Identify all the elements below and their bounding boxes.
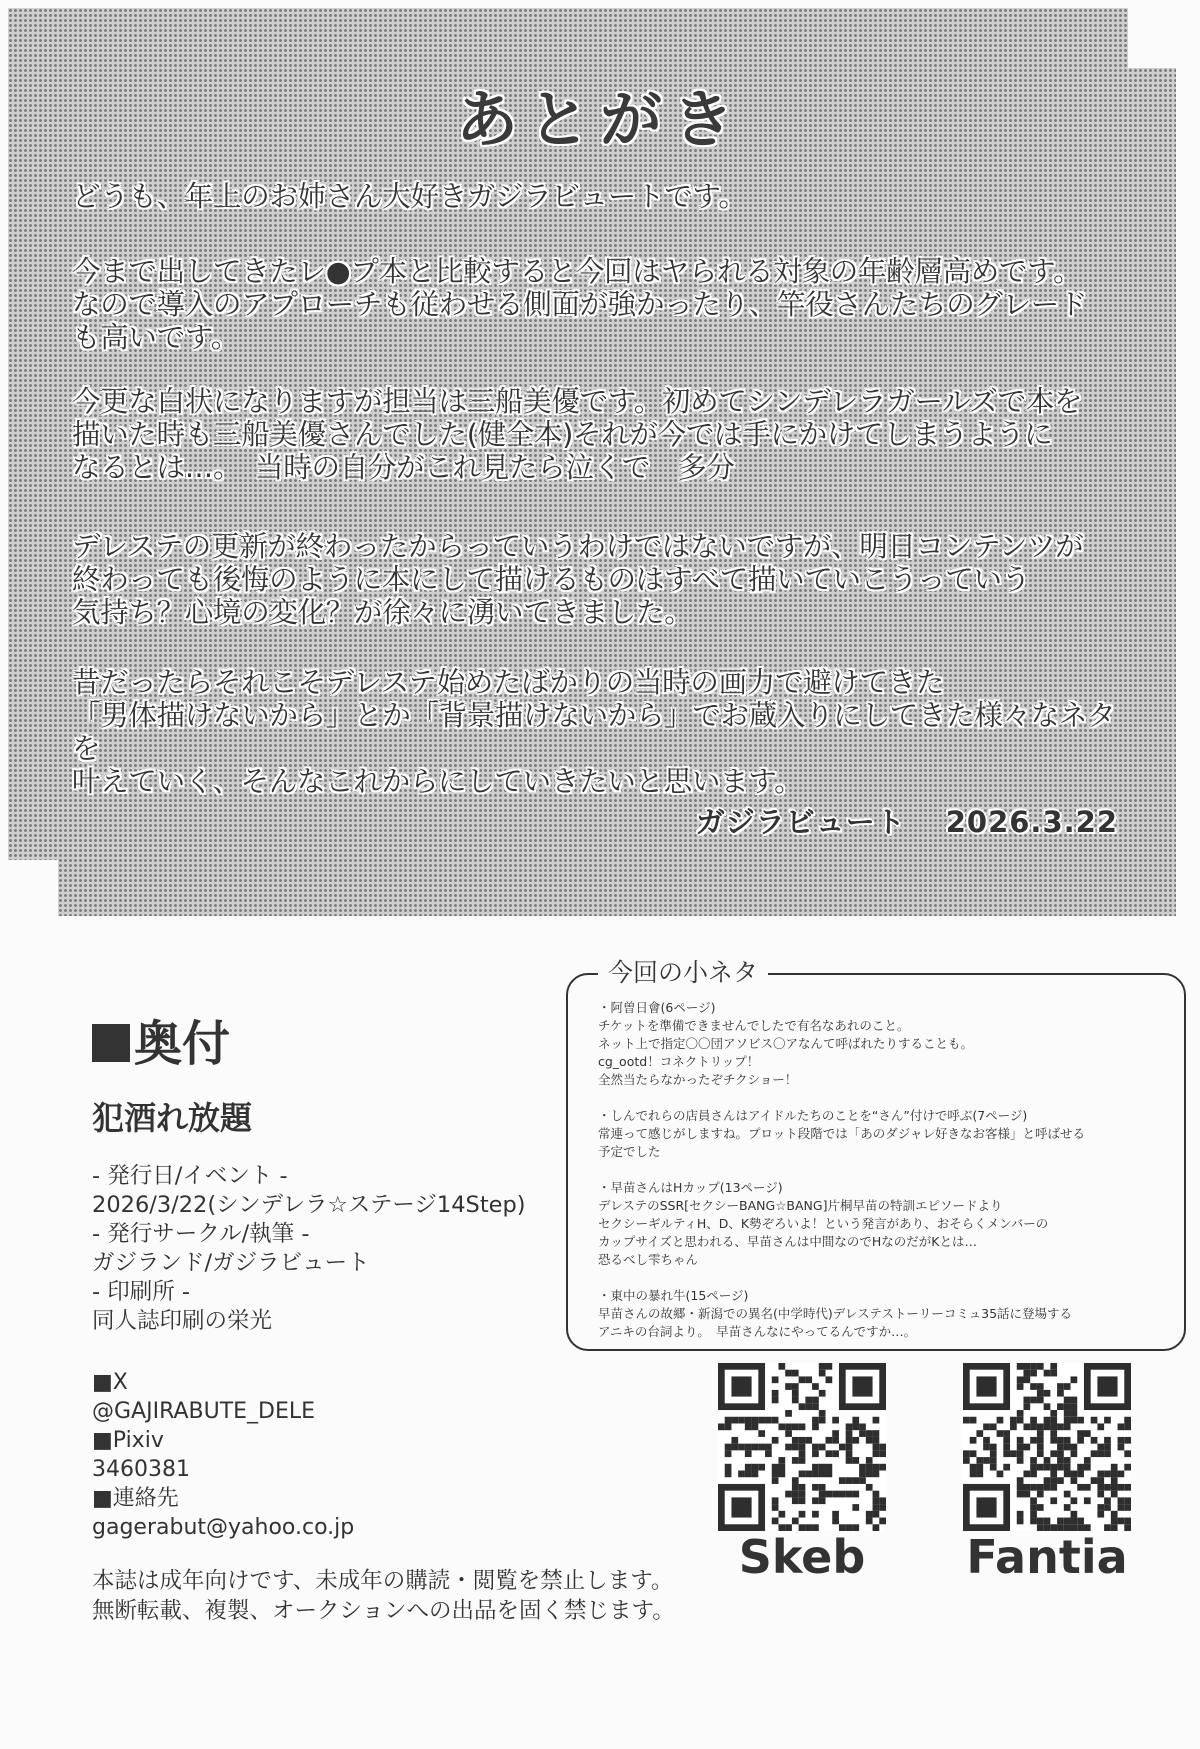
afterword-paragraph-2: 今まで出してきたレ●プ本と比較すると今回はヤられる対象の年齢層高めです。 なので導入のアプローチも従わせる側面が強かったり、竿役さんたちのグレード も高いです。 <box>72 255 1088 354</box>
afterword-paragraph-1: どうも、年上のお姉さん大好きガジラビュートです。 <box>72 180 747 213</box>
contacts <box>92 1368 354 1542</box>
tip-line: 常連って感じがしますね。プロット段階では「あのダジャレ好きなお客様」と呼ばせる <box>598 1126 1086 1141</box>
square-bullet-icon <box>92 1024 130 1062</box>
notice-line: 本誌は成年向けです、未成年の購読・閲覧を禁止します。 <box>92 1568 674 1594</box>
afterword-signature <box>696 800 1118 841</box>
skeb-qr-pattern <box>718 1363 886 1531</box>
tip-item <box>598 999 1178 1089</box>
tip-line: ・早苗さんはHカップ(13ページ) <box>598 1180 783 1195</box>
afterword-title: あとがき <box>455 83 744 156</box>
fantia-label: Fantia <box>966 1530 1128 1584</box>
contact-line: ■Pixiv <box>92 1428 164 1453</box>
colophon-heading <box>92 1005 230 1074</box>
tips-heading: 今回の小ネタ <box>598 953 768 989</box>
tip-item <box>598 1179 1178 1269</box>
afterword-paragraph-4: デレステの更新が終わったからっていうわけではないですが、明日コンテンツが 終わっても後悔のように本にして描けるものはすべて描いていこうっていう 気持ち？心境の変化？が徐々に湧いてきました。 <box>72 530 1084 629</box>
tip-line: ・東中の暴れ牛(15ページ) <box>598 1288 749 1303</box>
signature-name: ガジラビュート <box>695 805 906 839</box>
contact-line: 3460381 <box>92 1457 190 1482</box>
tip-line: デレステのSSR[セクシーBANG☆BANG]片桐早苗の特訓エピソードより <box>598 1198 1003 1213</box>
tip-line: ・しんでれらの店員さんはアイドルたちのことを“さん”付けで呼ぶ(7ページ) <box>598 1108 1028 1123</box>
colophon-details <box>92 1162 526 1336</box>
skeb-qr-code-icon[interactable] <box>718 1363 886 1531</box>
contact-line: @GAJIRABUTE_DELE <box>92 1399 316 1424</box>
tip-line: ・阿曽日會(6ページ) <box>598 1000 716 1015</box>
contact-line: gagerabut@yahoo.co.jp <box>92 1515 355 1540</box>
tip-line: セクシーギルティH、D、K勢ぞろいよ！という発言があり、おそらくメンバーの <box>598 1216 1049 1231</box>
signature-date: 2026.3.22 <box>945 805 1118 839</box>
tip-line: アニキの台詞より。 早苗さんなにやってるんですか…。 <box>598 1324 917 1339</box>
tip-line: 恐るべし雫ちゃん <box>598 1252 699 1267</box>
tip-line: 早苗さんの故郷・新潟での異名(中学時代)デレステストーリーコミュ35話に登場する <box>598 1306 1073 1321</box>
book-title: 犯酒れ放題 <box>92 1099 253 1137</box>
tip-line: cg_ootd！コネクトリップ！ <box>598 1054 760 1069</box>
contact-line: ■X <box>92 1370 128 1395</box>
tip-item <box>598 1287 1178 1341</box>
fantia-qr-code-icon[interactable] <box>963 1363 1131 1531</box>
tip-line: 予定でした <box>598 1144 661 1159</box>
detail-line: - 発行日/イベント - <box>92 1163 288 1189</box>
afterword-paragraph-5: 昔だったらそれこそデレステ始めたばかりの当時の画力で避けてきた 「男体描けないから」とか「背景描けないから」でお蔵入りにしてきた様々なネタを 叶えていく、そんなこれからにしていきたいと思います。 <box>72 666 1116 798</box>
detail-line: 同人誌印刷の栄光 <box>92 1308 273 1334</box>
tips-content <box>598 999 1178 1359</box>
afterword-paragraph-3: 今更な白状になりますが担当は三船美優です。初めてシンデレラガールズで本を 描いた時も三船美優さんでした(健全本)それが今では手にかけてしまうように なるとは…。 当時の自分がこれ見たら泣くで 多分 <box>72 385 1083 484</box>
tip-line: 全然当たらなかったぞチクショー！ <box>598 1072 798 1087</box>
skeb-label: Skeb <box>738 1530 866 1584</box>
notice-line: 無断転載、複製、オークションへの出品を固く禁じます。 <box>92 1598 675 1624</box>
legal-notice <box>92 1566 675 1626</box>
detail-line: - 印刷所 - <box>92 1279 191 1305</box>
detail-line: 2026/3/22(シンデレラ☆ステージ14Step) <box>92 1192 526 1218</box>
tip-item <box>598 1107 1178 1161</box>
contact-line: ■連絡先 <box>92 1486 179 1511</box>
fantia-qr-pattern <box>963 1363 1131 1531</box>
tip-line: カップサイズと思われる、早苗さんは中間なのでHなのだがKとは… <box>598 1234 977 1249</box>
tip-line: チケットを準備できませんでしたで有名なあれのこと。 <box>598 1018 910 1033</box>
tip-line: ネット上で指定〇〇団アソビス〇アなんて呼ばれたりすることも。 <box>598 1036 974 1051</box>
detail-line: ガジランド/ガジラビュート <box>92 1250 370 1276</box>
detail-line: - 発行サークル/執筆 - <box>92 1221 310 1247</box>
tips-box <box>566 958 1186 1351</box>
colophon-heading-text: 奥付 <box>134 1016 231 1072</box>
